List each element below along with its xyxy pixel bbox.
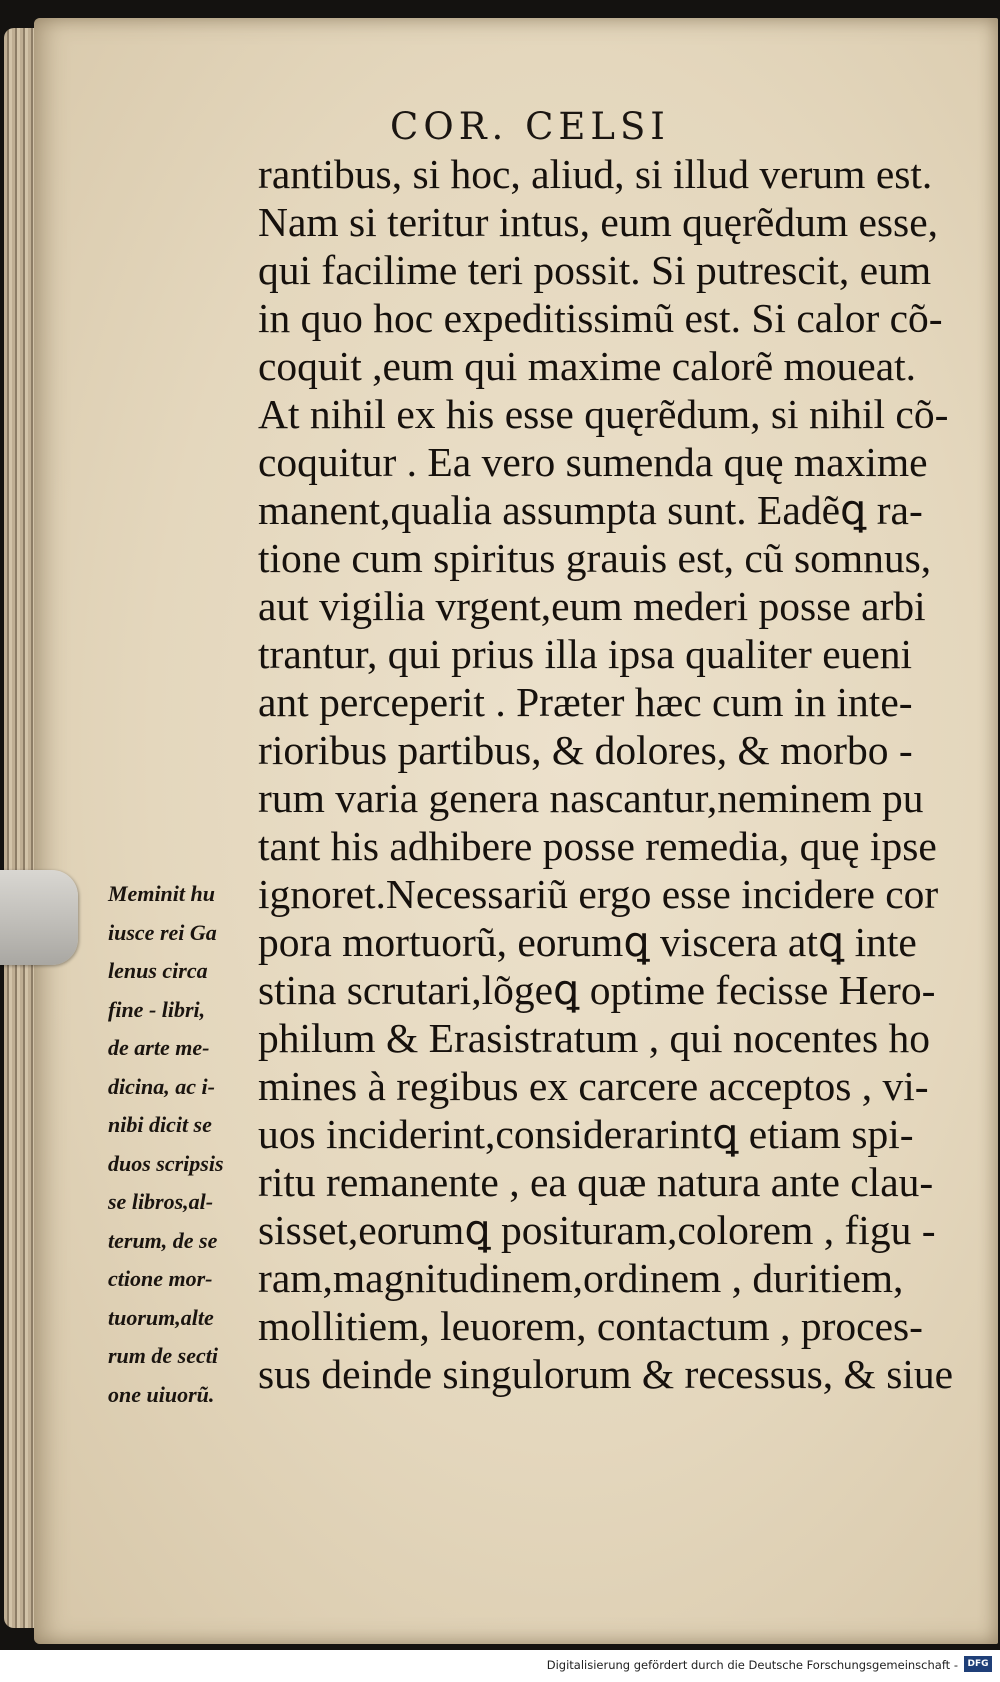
- margin-note-line: de arte me-: [108, 1035, 210, 1060]
- margin-note-line: one uiuorũ.: [108, 1381, 215, 1407]
- funding-credit: Digitalisierung gefördert durch die Deutsche Forschungsgemeinschaft -: [546, 1658, 958, 1672]
- margin-note-line: terum, de se: [108, 1227, 218, 1253]
- text-line: in quo hoc expeditissimũ est. Si calor cõ-: [258, 295, 943, 341]
- text-line: coquitur . Ea vero sumenda quę maxime: [258, 439, 928, 485]
- text-line: Nam si teritur intus, eum quęrẽdum esse,: [258, 199, 938, 245]
- margin-note-line: dicina, ac i-: [108, 1073, 215, 1099]
- text-line: At nihil ex his esse quęrẽdum, si nihil cõ-: [258, 391, 949, 437]
- margin-note-line: se libros,al-: [108, 1189, 214, 1214]
- text-line: sisset,eorumꝗ posituram,colorem , figu -: [258, 1207, 936, 1253]
- text-line: sus deinde singulorum & recessus, & siue: [258, 1351, 954, 1397]
- text-line: ram,magnitudinem,ordinem , duritiem,: [258, 1255, 904, 1301]
- margin-note-line: Meminit hu: [108, 881, 215, 906]
- main-text-block: [258, 150, 958, 1398]
- text-line: tione cum spiritus grauis est, cũ somnus,: [258, 535, 932, 581]
- text-line: rioribus partibus, & dolores, & morbo -: [258, 727, 913, 773]
- margin-note-line: nibi dicit se: [108, 1112, 212, 1137]
- text-line: pora mortuorũ, eorumꝗ viscera atꝗ inte: [258, 919, 917, 965]
- dfg-logo: DFG: [964, 1656, 992, 1672]
- text-line: philum & Erasistratum , qui nocentes ho: [258, 1015, 930, 1061]
- text-line: manent,qualia assumpta sunt. Eadẽꝗ ra-: [258, 487, 923, 533]
- text-line: mollitiem, leuorem, contactum , proces-: [258, 1303, 923, 1349]
- margin-note-line: rum de secti: [108, 1343, 218, 1368]
- margin-note-line: tuorum,alte: [108, 1304, 214, 1330]
- margin-note-line: fine - libri,: [108, 996, 206, 1022]
- text-line: stina scrutari,lõgeꝗ optime fecisse Hero-: [258, 967, 936, 1013]
- text-line: rantibus, si hoc, aliud, si illud verum est.: [258, 151, 933, 197]
- text-line: mines à regibus ex carcere acceptos , vi-: [258, 1063, 929, 1109]
- text-line: aut vigilia vrgent,eum mederi posse arbi: [258, 583, 926, 629]
- margin-note-line: iusce rei Ga: [108, 919, 217, 945]
- margin-note: [108, 875, 258, 1414]
- text-line: tant his adhibere posse remedia, quę ipse: [258, 823, 937, 869]
- text-line: rum varia genera nascantur,neminem pu: [258, 775, 924, 821]
- margin-note-line: lenus circa: [108, 958, 208, 983]
- text-line: ant perceperit . Præter hæc cum in inte-: [258, 679, 913, 725]
- text-line: trantur, qui prius illa ipsa qualiter eueni: [258, 631, 913, 677]
- text-line: ritu remanente , ea quæ natura ante clau-: [258, 1159, 934, 1205]
- text-line: coquit ,eum qui maxime calorẽ moueat.: [258, 343, 917, 389]
- text-line: uos inciderint,considerarintꝗ etiam spi-: [258, 1111, 914, 1157]
- margin-note-line: ctione mor-: [108, 1266, 213, 1291]
- text-line: qui facilime teri possit. Si putrescit, eum: [258, 247, 932, 293]
- running-header: COR. CELSI: [390, 105, 670, 148]
- footer-bar: [0, 1650, 1000, 1682]
- page-clip: [0, 870, 78, 965]
- margin-note-line: duos scripsis: [108, 1150, 224, 1176]
- text-line: ignoret.Necessariũ ergo esse incidere cor: [258, 871, 939, 917]
